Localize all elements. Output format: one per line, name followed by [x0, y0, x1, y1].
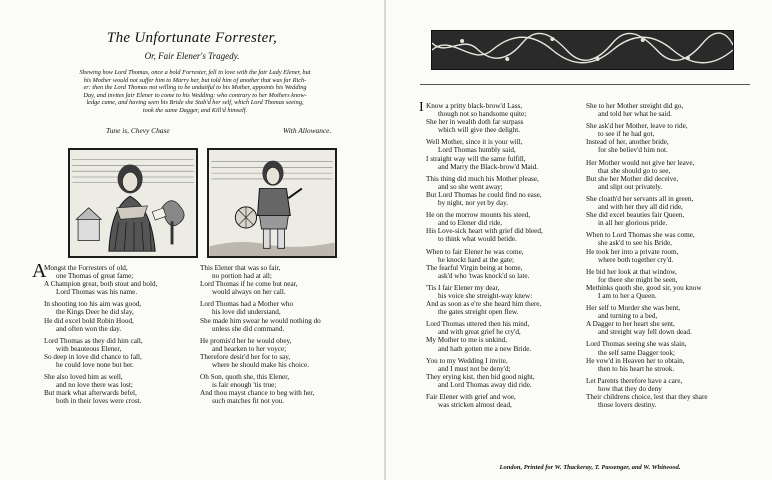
verse-line: But Lord Thomas he could find no ease,	[426, 190, 542, 199]
verse-line: and told her what he said.	[598, 110, 672, 119]
verse-line: those lovers destiny.	[598, 401, 657, 410]
verse-line: both in their loves were crost.	[56, 397, 142, 406]
verse-line: They erying kist, then bid good night,	[426, 372, 535, 381]
verse-line: with beauteous Elener,	[56, 344, 122, 353]
verse-line: A Champion great, both stout and bold,	[44, 280, 158, 289]
verse-column-3	[426, 102, 543, 409]
verse-line: Her self to Murder she was bent,	[586, 304, 681, 313]
verse-line: he knockt hard at the gate;	[438, 255, 515, 264]
tune-line: Tune is, Chevy Chase	[106, 126, 170, 135]
verse-line: where both together cry'd.	[598, 255, 674, 264]
verse-line: and with great grief he cry'd,	[438, 328, 521, 337]
verse-line: Mongst the Forresters of old,	[44, 264, 128, 272]
verse-line: was stricken almost dead,	[438, 401, 512, 410]
verse-line: where he should make his choice.	[212, 361, 309, 370]
description-line: took the same Dagger, and Kill'd himself.	[142, 106, 248, 114]
verse-line: by night, nor yet by day.	[438, 199, 509, 208]
verse-line: he could love none but her.	[56, 361, 134, 370]
verse-line: and Marry the Black-brow'd Maid.	[438, 162, 539, 171]
verse-line: unless she did command.	[212, 324, 285, 333]
verse-line: and to Elener did ride,	[438, 219, 503, 228]
verse-line: But mark what afterwards befel,	[44, 389, 137, 398]
verse-line: is fair enough 'tis true;	[212, 381, 277, 390]
verse-line: Lord Thomas humbly said,	[438, 146, 516, 155]
verse-line: I am to her a Queen.	[598, 291, 657, 300]
ballad-description	[34, 69, 356, 115]
verse-line: the self same Dagger took;	[598, 348, 676, 357]
verse-line: He promis'd her he would obey,	[200, 336, 292, 345]
verse-line: and hath gotten me a new Bride.	[438, 344, 532, 353]
verse-line: The fearful Virgin being at home,	[426, 263, 523, 272]
verse-line: A Dagger to her heart she sent,	[586, 320, 675, 329]
verse-line: his voice she streight-way knew:	[438, 291, 533, 300]
rule-line	[420, 84, 750, 85]
verse-line: his love did understand,	[212, 308, 281, 317]
ornamental-banner	[431, 30, 734, 70]
ballad-subtitle: Or, Fair Elener's Tragedy.	[144, 51, 240, 61]
verse-line: He did excel bold Robin Hood,	[44, 316, 134, 325]
verse-line: she ask'd to see his Bride,	[598, 239, 672, 248]
woodcut-woman-image	[70, 150, 196, 256]
allowance-line: With Allowance.	[283, 126, 332, 135]
verse-column-1	[44, 264, 157, 406]
verse-line: Let Parents therefore have a care,	[586, 376, 683, 385]
verse-line: Instead of her, another bride,	[586, 138, 669, 147]
description-line: his Mother would not suffer him to Marry her, but told him of another that was far Rich-	[83, 76, 307, 84]
verse-line: Well Mother, since it is your will,	[426, 138, 523, 147]
description-line: er: then the Lord Thomas not willing to be undutiful to his Mother, appoints his Wedding	[83, 84, 307, 92]
verse-line: then to his heart he strook.	[598, 364, 675, 373]
verse-line: one Thomas of great fame;	[56, 272, 134, 281]
verse-line: This Elener that was so fair,	[200, 264, 281, 272]
verse-line: and slipt out privately.	[598, 182, 663, 191]
verse-line: He bid her look at that window,	[586, 267, 677, 276]
verse-line: that she should go to see,	[598, 166, 671, 175]
verse-line: and often won the day.	[56, 324, 122, 333]
verse-line: Lord Thomas if he come but near,	[200, 280, 298, 289]
verse-line: Their childrens choice, lest that they share	[586, 393, 708, 401]
verse-line: and turning to a bed,	[598, 312, 658, 321]
verse-line: You to my Wedding I invite,	[426, 356, 508, 365]
verse-line: Know a pritty black-brow'd Lass,	[426, 102, 523, 110]
verse-line: the gates streight open flew.	[438, 308, 519, 317]
verse-line: In shooting too his aim was good,	[44, 300, 142, 309]
verse-line: such matches fit not you.	[212, 397, 285, 406]
verse-line: to think what would betide.	[438, 235, 517, 244]
verse-line: He on the morrow mounts his steed,	[426, 211, 531, 220]
printer-imprint: London, Printed for W. Thackeray, T. Passenger, and W. Whitwood.	[499, 464, 681, 471]
verse-line: Lord Thomas uttered then his mind,	[426, 320, 530, 329]
verse-line: how that they do deny	[598, 384, 662, 393]
verse-line: She ask'd her Mother, leave to ride,	[586, 122, 688, 131]
verse-line: He took her into a private room,	[586, 247, 679, 256]
verse-line: When to fair Elener he was come,	[426, 247, 524, 256]
verse-line: His Love-sick heart with grief did bleed,	[426, 227, 543, 236]
verse-column-4	[586, 102, 708, 409]
verse-line: Therefore desir'd her for to say,	[200, 352, 291, 361]
verse-line: to see if he had got,	[598, 130, 655, 139]
verse-line: So deep in love did chance to fall,	[44, 352, 142, 361]
ornament-image	[432, 31, 733, 69]
verse-line: She her in wealth doth far surpass	[426, 118, 524, 127]
verse-line: and no love there was lost;	[56, 381, 133, 390]
verse-line: He vow'd in Heaven her to obtain,	[586, 356, 685, 365]
verse-line: Fair Elener with grief and woe,	[426, 393, 516, 401]
verse-line: She to her Mother streight did go,	[586, 102, 684, 110]
ballad-title: The Unfortunate Forrester,	[106, 30, 278, 46]
verse-column-2	[200, 264, 321, 406]
verse-line: no portion had at all;	[212, 272, 272, 281]
dropcap-right: I	[419, 100, 424, 115]
verse-line: She also loved him as well,	[44, 373, 123, 382]
description-line: Shewing how Lord Thomas, once a bold Forrester, fell in love with the fair Lady Elener, but	[79, 69, 311, 76]
woodcut-man-image	[209, 150, 335, 256]
verse-line: Her Mother would not give her leave,	[586, 158, 695, 167]
verse-line: would always on her call.	[212, 288, 286, 297]
verse-line: She cloath'd her servants all in green,	[586, 194, 694, 203]
verse-line: When to Lord Thomas she was come,	[586, 231, 695, 240]
verse-line: I straight way will the same fulfill,	[426, 154, 526, 163]
verse-line: She did excel beauties fair Queen,	[586, 211, 685, 220]
verse-line: though not so handsome quite;	[438, 110, 527, 119]
verse-line: and so she went away;	[438, 182, 503, 191]
description-line: ledge came, and having seen his Bride she Stab'd her self, which Lord Thomas seeing,	[86, 99, 304, 107]
verse-line: But she her Mother did deceive,	[586, 174, 679, 183]
verse-line: and with her they all did ride,	[598, 203, 683, 212]
verse-line: And as soon as e're she heard him there,	[426, 300, 542, 309]
verse-line: for she believ'd him not.	[598, 146, 668, 155]
verse-line: Lord Thomas had a Mother who	[200, 300, 294, 309]
verse-line: Methinks quoth she, good sir, you know	[586, 283, 702, 292]
woodcut-woman	[68, 148, 198, 258]
verse-line: Lord Thomas as they did him call,	[44, 336, 143, 345]
verse-line: Lord Thomas seeing she was slain,	[586, 340, 687, 349]
verse-line: This thing did much his Mother please,	[426, 174, 539, 183]
woodcut-man	[207, 148, 337, 258]
verse-line: and hearken to her voyce;	[212, 344, 287, 353]
verse-line: My Mother to me is unkind,	[426, 336, 508, 345]
verse-line: the Kings Deer he did slay,	[56, 308, 134, 317]
verse-line: She made him swear he would nothing do	[200, 316, 321, 325]
verse-line: in all her glorious pride.	[598, 219, 668, 228]
verse-line: Lord Thomas was his name.	[56, 288, 138, 297]
description-line: Day, and invites fair Elener to come to his Wedding: who contrary to her Mothers know-	[83, 91, 307, 99]
verse-line: which will give thee delight.	[438, 126, 521, 135]
verse-line: and Lord Thomas away did ride.	[438, 380, 532, 389]
verse-line: And thou mayst chance to beg with her,	[200, 389, 315, 398]
verse-line: and streight way fell down dead.	[598, 328, 692, 337]
verse-line: ask'd who 'twas knock'd so late.	[438, 271, 530, 280]
verse-line: Oh Son, quoth she, this Elener,	[200, 373, 290, 382]
verse-line: for there she might be seen,	[598, 275, 678, 284]
dropcap-left: A	[32, 260, 47, 282]
verse-line: 'Tis I fair Elener my dear,	[426, 283, 500, 292]
verse-line: and I must not be deny'd;	[438, 364, 511, 373]
